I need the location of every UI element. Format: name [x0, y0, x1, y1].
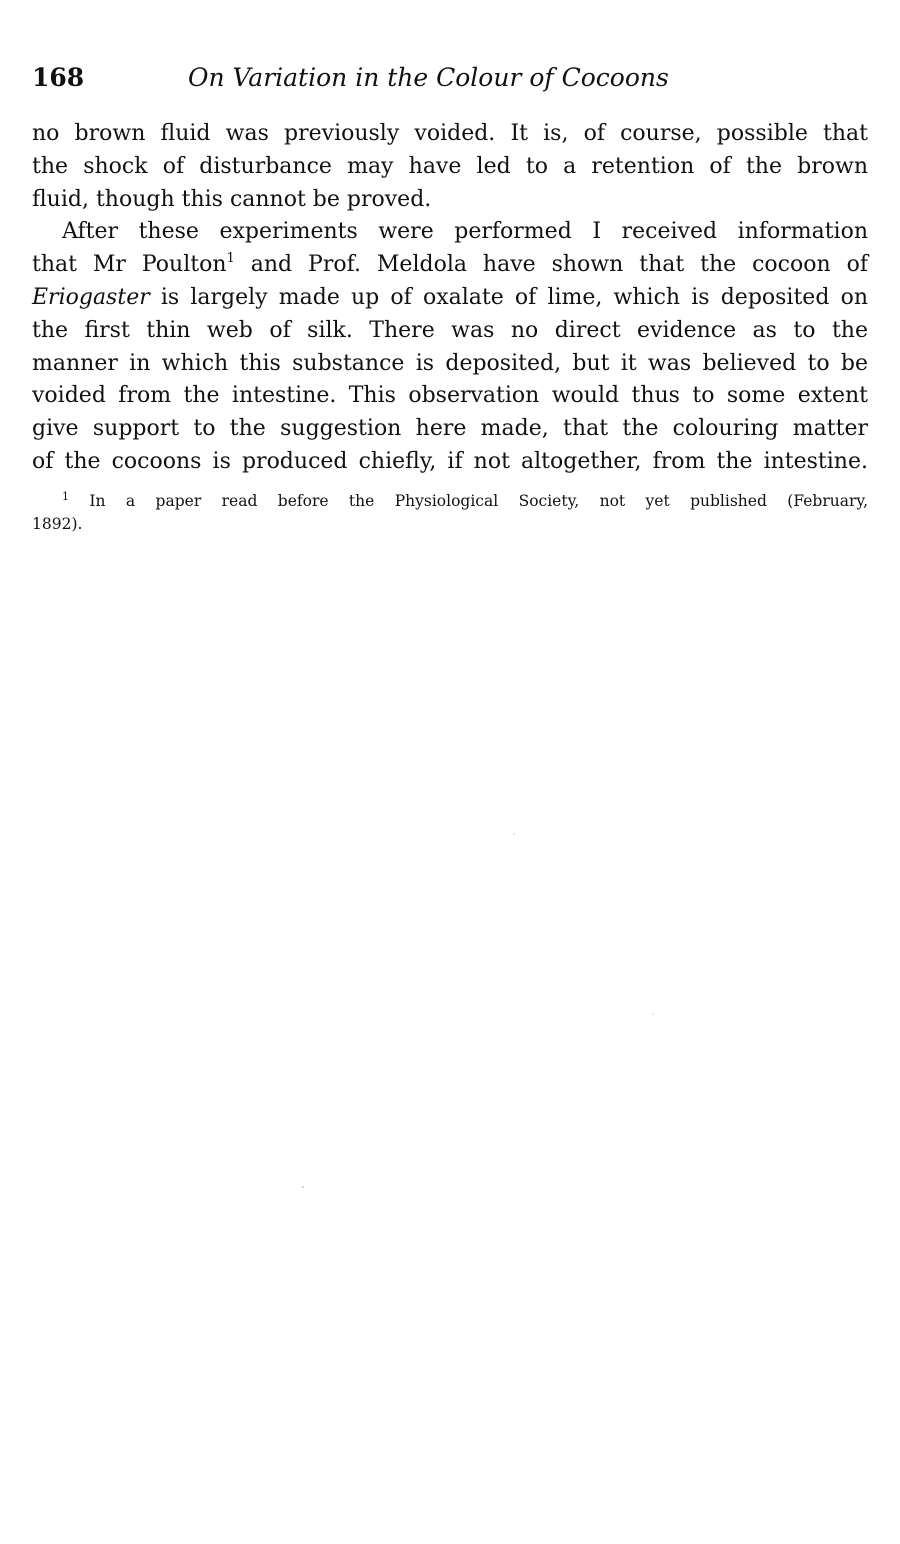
- document-page: [32, 0, 868, 1544]
- body-line: [32, 249, 868, 282]
- body-text: [32, 118, 868, 479]
- running-head: [32, 58, 868, 98]
- paper-speck: [513, 833, 515, 835]
- footnote-text: In a paper read before the Physiological Society, not yet published (February,: [69, 492, 868, 510]
- body-text-fragment: is largely made up of oxalate of lime, which is deposited on: [149, 284, 868, 310]
- body-line: manner in which this substance is deposited, but it was believed to be: [32, 350, 868, 376]
- body-text-fragment: and Prof. Meldola have shown that the cocoon of: [234, 252, 868, 278]
- body-line: of the cocoons is produced chiefly, if not altogether, from the intestine.: [32, 448, 868, 474]
- body-text-fragment: that Mr Poulton: [32, 252, 227, 278]
- footnote-marker: 1: [62, 490, 69, 503]
- body-line: [32, 282, 868, 315]
- page-number: 168: [32, 63, 85, 92]
- footnote: [32, 490, 868, 536]
- body-line: After these experiments were performed I received information: [62, 219, 868, 245]
- body-line: no brown fluid was previously voided. It is, of course, possible that: [32, 121, 868, 146]
- body-line: the first thin web of silk. There was no direct evidence as to the: [32, 317, 868, 343]
- footnote-reference: 1: [226, 251, 235, 267]
- body-line: fluid, though this cannot be proved.: [32, 186, 432, 212]
- paper-speck: [302, 1186, 304, 1188]
- species-name: Eriogaster: [32, 284, 150, 310]
- running-title: On Variation in the Colour of Cocoons: [188, 63, 669, 92]
- body-line: the shock of disturbance may have led to a retention of the brown: [32, 153, 868, 179]
- body-line: give support to the suggestion here made, that the colouring matter: [32, 416, 868, 442]
- footnote-line: [32, 490, 868, 513]
- paper-speck: [652, 1013, 654, 1015]
- body-line: voided from the intestine. This observation would thus to some extent: [32, 383, 868, 409]
- footnote-line: 1892).: [32, 515, 83, 533]
